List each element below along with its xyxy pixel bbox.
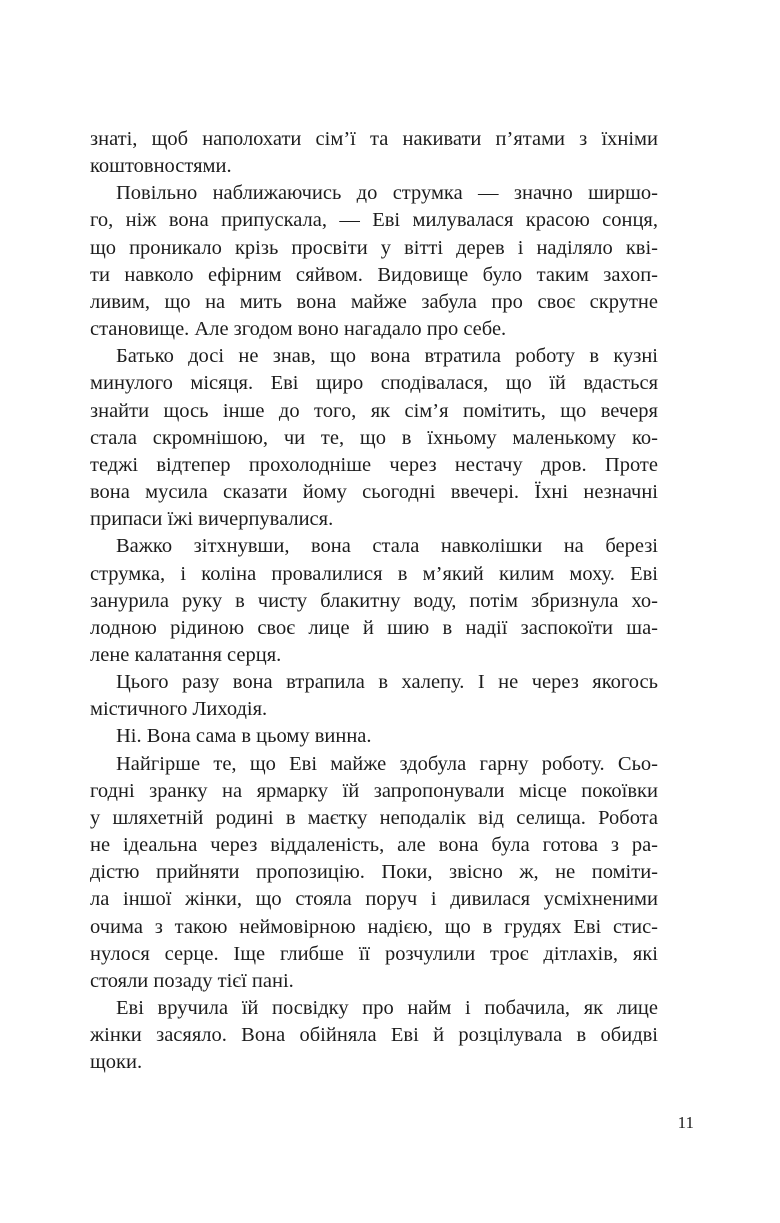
text-line: Повільно наближаючись до струмка — значно ширшо- xyxy=(116,182,658,205)
text-line: ла іншої жінки, що стояла поруч і дивилася усміхненими xyxy=(90,888,658,911)
paragraph xyxy=(90,669,658,723)
text-line: знайти щось інше до того, як сім’я помітить, що вечеря xyxy=(90,399,658,422)
text-line: Батько досі не знав, що вона втратила роботу в кузні xyxy=(116,345,658,368)
text-line: знаті, щоб наполохати сім’ї та накивати п’ятами з їхніми xyxy=(90,128,658,150)
text-line: лодною рідиною своє лице й шию в надії заспокоїти ша- xyxy=(90,616,658,639)
text-line: Еві вручила їй посвідку про найм і побачила, як лице xyxy=(116,997,658,1019)
text-line: нулося серце. Іще глибше її розчулили троє дітлахів, які xyxy=(90,942,658,965)
text-line: занурила руку в чисту блакитну воду, потім збризнула хо- xyxy=(90,589,658,612)
text-line: минулого місяця. Еві щиро сподівалася, що їй вдасться xyxy=(90,372,658,395)
text-line: го, ніж вона припускала, — Еві милувалася красою сонця, xyxy=(90,209,658,232)
text-line: Ні. Вона сама в цьому винна. xyxy=(116,725,372,748)
paragraph xyxy=(90,533,658,669)
text-line: Найгірше те, що Еві майже здобула гарну роботу. Сьо- xyxy=(116,752,658,775)
text-line: вона мусила сказати йому сьогодні ввечері. Їхні незначні xyxy=(90,481,658,504)
text-line: очима з такою неймовірною надією, що в грудях Еві стис- xyxy=(90,915,658,938)
text-line: жінки засяяло. Вона обійняла Еві й розцілувала в обидві xyxy=(90,1024,658,1047)
paragraph xyxy=(90,751,658,995)
text-line: ливим, що на мить вона майже забула про своє скрутне xyxy=(90,290,658,313)
text-line: стала скромнішою, чи те, що в їхньому маленькому ко- xyxy=(90,426,658,449)
text-block xyxy=(90,126,658,1076)
text-line: Важко зітхнувши, вона стала навколішки на березі xyxy=(116,535,658,558)
paragraph xyxy=(90,126,658,180)
page-number: 11 xyxy=(677,1113,694,1132)
text-line: містичного Лиходія. xyxy=(90,698,268,721)
text-line: щоки. xyxy=(90,1051,143,1074)
text-line: лене калатання серця. xyxy=(90,643,282,666)
paragraph xyxy=(90,343,658,533)
paragraph xyxy=(90,723,658,750)
text-line: становище. Але згодом воно нагадало про себе. xyxy=(90,318,507,341)
text-line: не ідеальна через віддаленість, але вона була готова з ра- xyxy=(90,834,658,857)
text-line: годні зранку на ярмарку їй запропонували місце покоївки xyxy=(90,779,658,802)
text-line: що проникало крізь просвіти у вітті дерев і наділяло кві- xyxy=(90,236,658,259)
text-line: у шляхетній родині в маєтку неподалік від селища. Робота xyxy=(90,806,658,829)
paragraph xyxy=(90,180,658,343)
text-line: припаси їжі вичерпувалися. xyxy=(90,508,334,531)
text-line: струмка, і коліна провалилися в м’який килим моху. Еві xyxy=(90,562,658,585)
text-line: ти навколо ефірним сяйвом. Видовище було таким захоп- xyxy=(90,263,658,286)
text-line: дістю прийняти пропозицію. Поки, звісно ж, не поміти- xyxy=(90,861,658,884)
text-line: Цього разу вона втрапила в халепу. І не через якогось xyxy=(116,671,658,694)
paragraph xyxy=(90,995,658,1076)
text-line: коштовностями. xyxy=(90,155,232,178)
text-line: теджі відтепер прохолодніше через нестачу дров. Проте xyxy=(90,453,658,476)
text-line: стояли позаду тієї пані. xyxy=(90,969,294,992)
